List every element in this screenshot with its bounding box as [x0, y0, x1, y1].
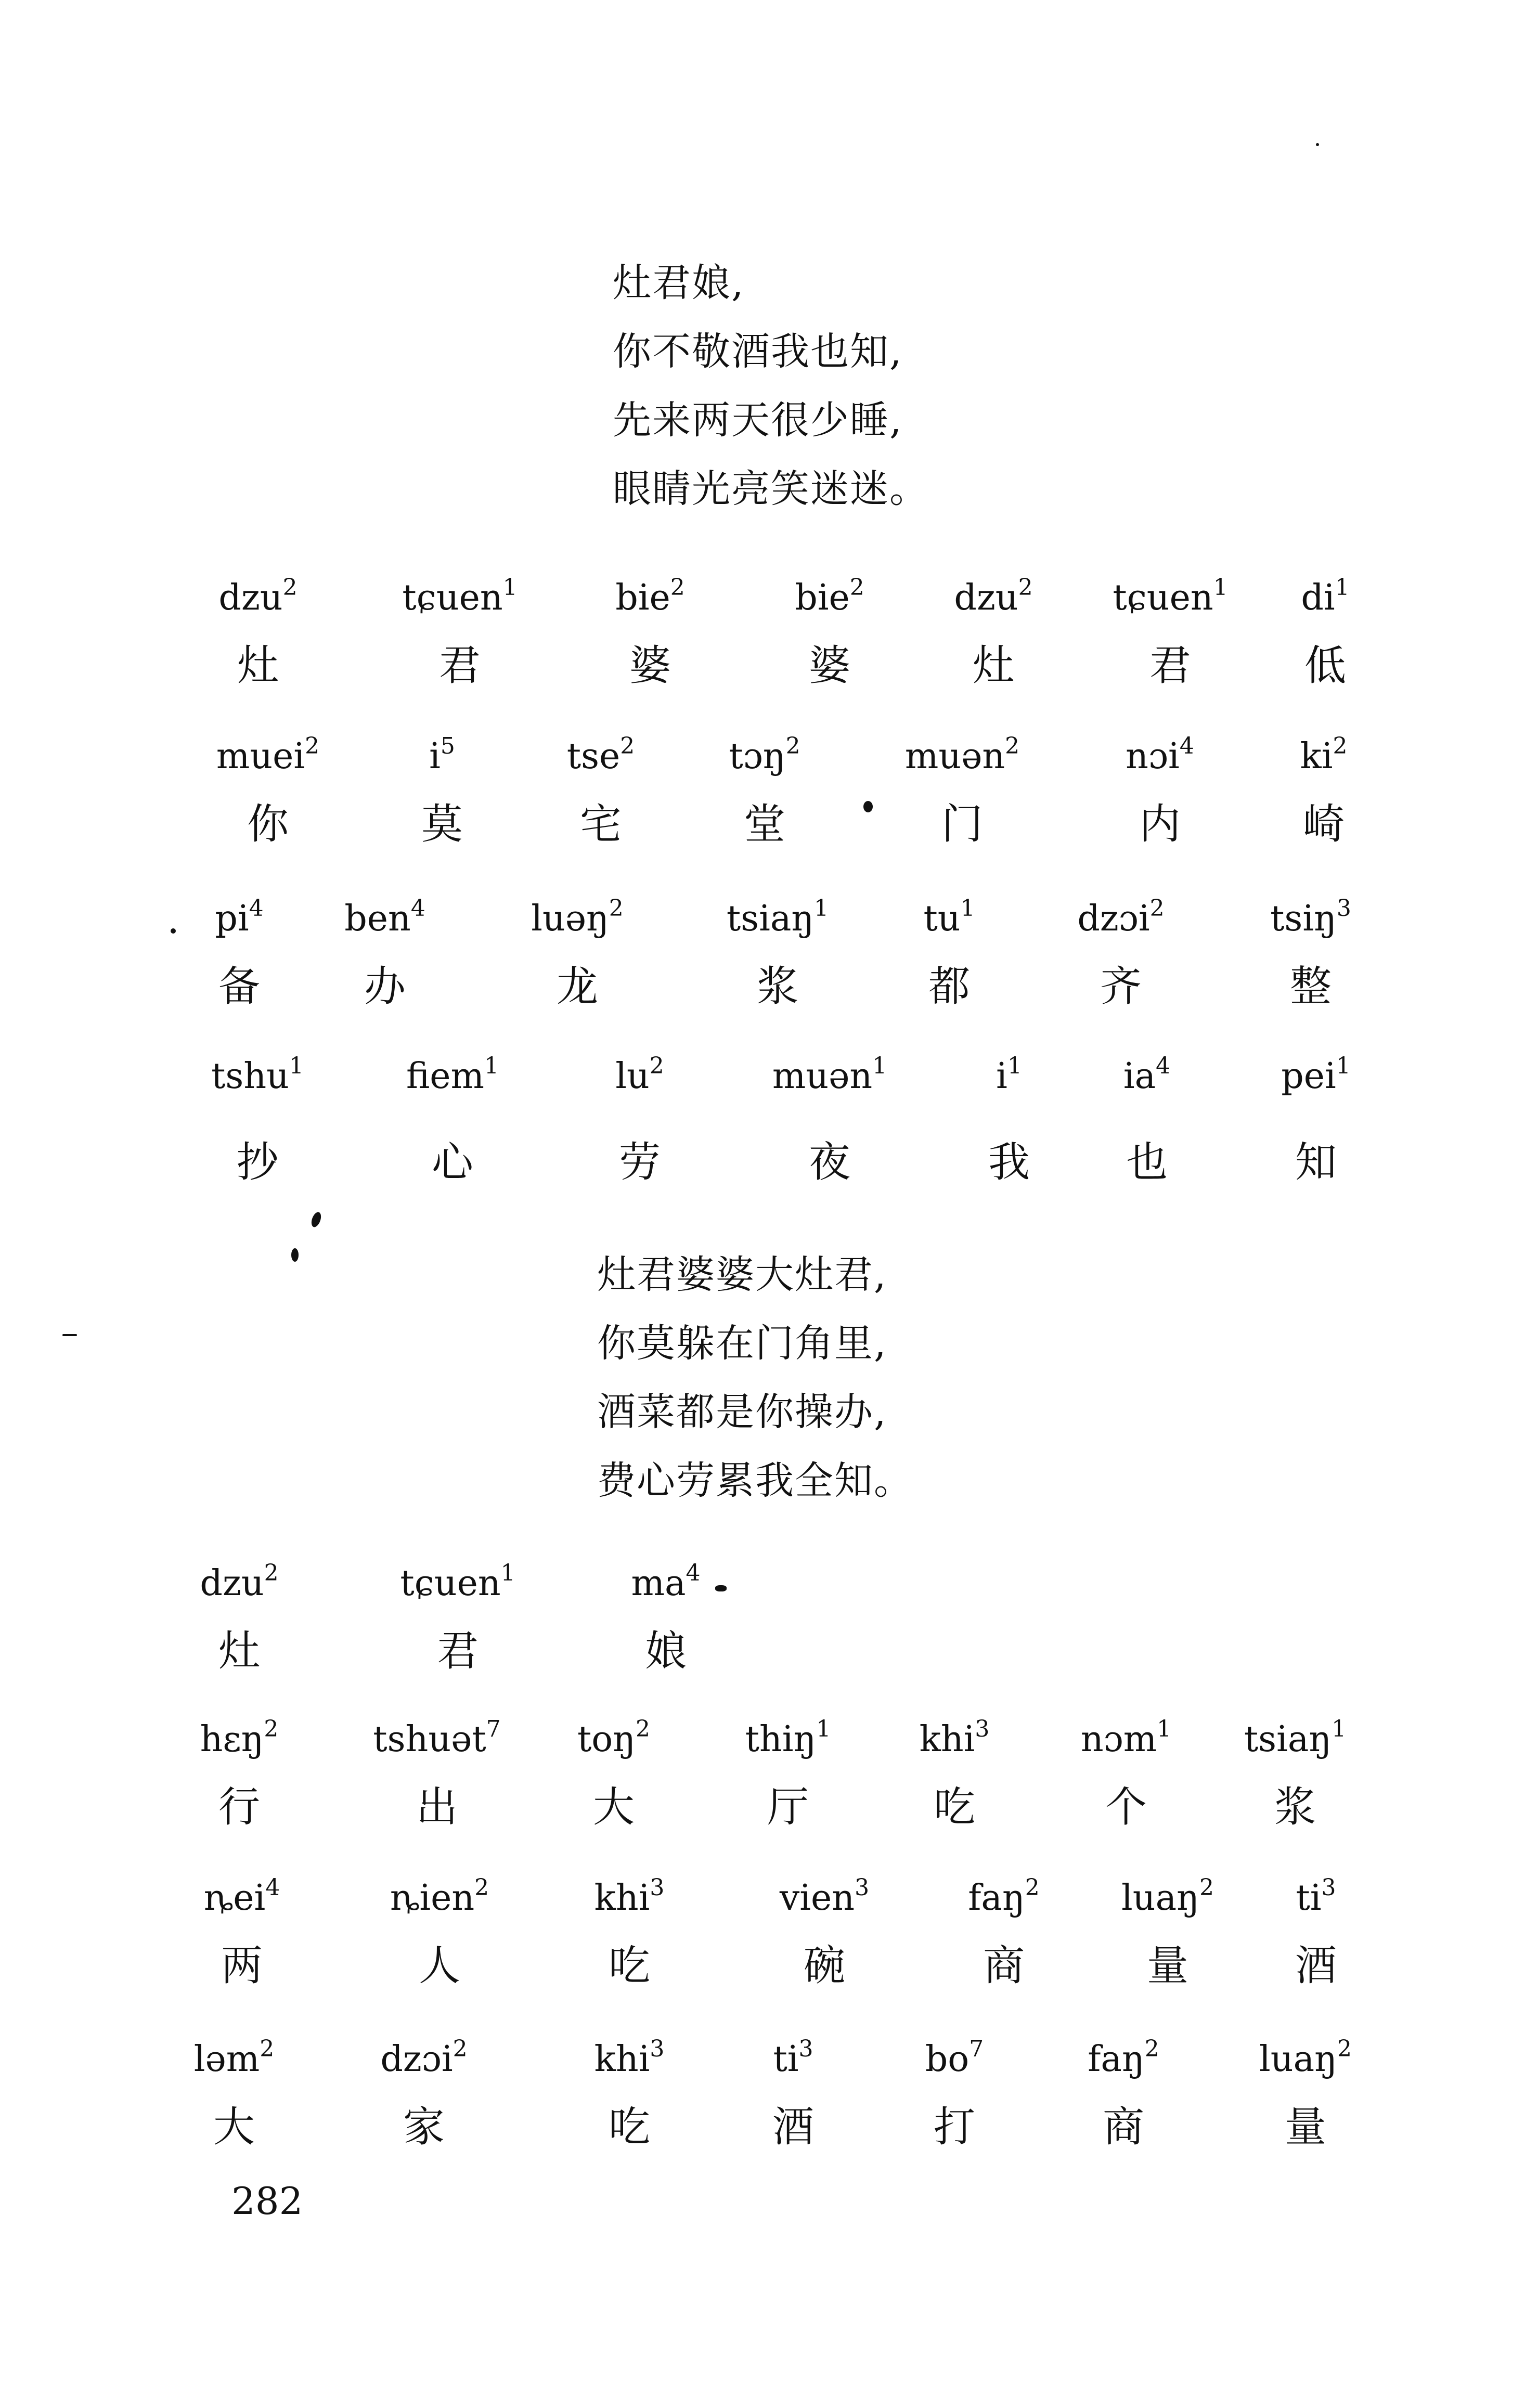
romanization: ma [631, 1563, 686, 1604]
romanization: fiem [406, 1056, 485, 1097]
hanzi-gloss: 量 [1147, 1941, 1188, 1990]
hanzi-gloss: 行 [218, 1783, 260, 1831]
romanization: i [429, 736, 441, 777]
hanzi-gloss: 君 [437, 1627, 479, 1675]
hanzi-gloss: 君 [439, 641, 481, 690]
hanzi-gloss: 个 [1105, 1783, 1147, 1831]
romanization: faŋ [1088, 2039, 1145, 2080]
romanization: ȵei [203, 1878, 266, 1919]
romanization: dzɔi [380, 2039, 453, 2080]
stanza-line: 费心劳累我全知。 [597, 1458, 913, 1503]
tone-number: 2 [1144, 2036, 1159, 2062]
tone-number: 3 [798, 2036, 813, 2062]
ink-speck [62, 1334, 77, 1336]
hanzi-gloss: 量 [1285, 2103, 1326, 2151]
tone-number: 2 [1005, 733, 1020, 759]
romanization: tsiŋ [1270, 898, 1337, 939]
tone-number: 2 [670, 574, 685, 601]
gloss-row-7 [0, 1875, 1538, 2005]
stanza-2 [597, 1240, 913, 1515]
tone-number: 1 [872, 1053, 887, 1079]
hanzi-gloss: 内 [1139, 800, 1181, 848]
romanization: tsiaŋ [726, 898, 815, 939]
romanization: nɔi [1126, 736, 1180, 777]
romanization: tshu [211, 1056, 289, 1097]
ink-speck [1316, 143, 1319, 146]
romanization: luəŋ [531, 898, 609, 939]
tone-number: 1 [484, 1053, 499, 1079]
hanzi-gloss: 知 [1295, 1138, 1337, 1186]
hanzi-gloss: 整 [1290, 962, 1332, 1011]
hanzi-gloss: 吃 [934, 1783, 975, 1831]
tone-number: 2 [620, 733, 635, 759]
hanzi-gloss: 门 [941, 800, 983, 848]
hanzi-gloss: 浆 [1274, 1783, 1316, 1831]
tone-number: 2 [474, 1874, 489, 1901]
gloss-row-8 [0, 2036, 1538, 2166]
hanzi-gloss: 吃 [609, 2103, 650, 2151]
tone-number: 4 [410, 895, 425, 922]
hanzi-gloss: 堂 [744, 800, 785, 848]
romanization: dzɔi [1077, 898, 1150, 939]
hanzi-gloss: 低 [1304, 641, 1346, 690]
tone-number: 3 [975, 1716, 990, 1742]
romanization: toŋ [577, 1719, 636, 1760]
romanization: ti [773, 2039, 799, 2080]
hanzi-gloss: 抄 [237, 1138, 278, 1186]
tone-number: 2 [1337, 2036, 1352, 2062]
tone-number: 4 [686, 1560, 701, 1586]
hanzi-gloss: 宅 [580, 800, 622, 848]
hanzi-gloss: 劳 [619, 1138, 661, 1186]
romanization: tɕuen [1113, 577, 1213, 618]
romanization: tɔŋ [729, 736, 786, 777]
hanzi-gloss: 齐 [1100, 962, 1142, 1011]
gloss-row-5 [0, 1560, 1538, 1690]
romanization: faŋ [968, 1878, 1025, 1919]
stanza-line: 先来两天很少睡, [613, 398, 903, 443]
tone-number: 2 [609, 895, 624, 922]
stanza-line: 灶君娘, [613, 261, 745, 305]
stanza-line: 眼睛光亮笑迷迷。 [613, 467, 929, 511]
tone-number: 1 [500, 1560, 515, 1586]
hanzi-gloss: 都 [928, 962, 970, 1011]
romanization: khi [594, 2039, 650, 2080]
hanzi-gloss: 酒 [1295, 1941, 1337, 1990]
hanzi-gloss: 君 [1149, 641, 1191, 690]
hanzi-gloss: 也 [1126, 1138, 1168, 1186]
romanization: pei [1281, 1056, 1336, 1097]
romanization: khi [919, 1719, 975, 1760]
stanza-line: 酒菜都是你操办, [597, 1390, 887, 1434]
hanzi-gloss: 家 [403, 2103, 445, 2151]
tone-number: 2 [1149, 895, 1165, 922]
tone-number: 1 [1335, 574, 1350, 601]
stanza-1 [613, 249, 929, 523]
romanization: di [1301, 577, 1335, 618]
hanzi-gloss: 厅 [767, 1783, 809, 1831]
tone-number: 4 [1179, 733, 1194, 759]
tone-number: 2 [785, 733, 800, 759]
romanization: tsiaŋ [1244, 1719, 1332, 1760]
hanzi-gloss: 我 [988, 1138, 1030, 1186]
hanzi-gloss: 灶 [218, 1627, 260, 1675]
tone-number: 2 [1025, 1874, 1040, 1901]
romanization: tu [923, 898, 961, 939]
romanization: ki [1300, 736, 1333, 777]
romanization: pi [215, 898, 249, 939]
tone-number: 3 [650, 2036, 665, 2062]
ink-speck [171, 928, 176, 934]
romanization: muei [216, 736, 305, 777]
hanzi-gloss: 崎 [1303, 800, 1345, 848]
ink-speck [715, 1585, 727, 1591]
tone-number: 3 [650, 1874, 665, 1901]
hanzi-gloss: 人 [419, 1941, 460, 1990]
hanzi-gloss: 办 [364, 962, 406, 1011]
tone-number: 2 [1333, 733, 1348, 759]
hanzi-gloss: 婆 [629, 641, 671, 690]
tone-number: 2 [649, 1053, 664, 1079]
hanzi-gloss: 大 [213, 2103, 255, 2151]
romanization: luaŋ [1259, 2039, 1337, 2080]
hanzi-gloss: 龙 [557, 962, 598, 1011]
ink-speck [309, 1211, 322, 1228]
tone-number: 4 [265, 1874, 280, 1901]
gloss-row-4 [0, 1053, 1538, 1186]
tone-number: 1 [502, 574, 518, 601]
hanzi-gloss: 灶 [237, 641, 279, 690]
hanzi-gloss: 浆 [757, 962, 798, 1011]
romanization: tɕuen [400, 1563, 501, 1604]
romanization: dzu [218, 577, 283, 618]
hanzi-gloss: 灶 [973, 641, 1014, 690]
tone-number: 2 [453, 2036, 468, 2062]
hanzi-gloss: 出 [416, 1783, 458, 1831]
tone-number: 2 [1018, 574, 1033, 601]
tone-number: 4 [249, 895, 264, 922]
tone-number: 2 [849, 574, 864, 601]
gloss-row-6 [0, 1716, 1538, 1846]
hanzi-gloss: 夜 [809, 1138, 850, 1186]
page-number: 282 [231, 2179, 303, 2223]
tone-number: 2 [282, 574, 298, 601]
hanzi-gloss: 吃 [609, 1941, 650, 1990]
tone-number: 2 [305, 733, 320, 759]
romanization: vien [779, 1878, 855, 1919]
hanzi-gloss: 娘 [645, 1627, 687, 1675]
tone-number: 2 [264, 1560, 279, 1586]
gloss-row-3 [0, 896, 1538, 1026]
gloss-row-1 [0, 575, 1538, 705]
romanization: bie [615, 577, 670, 618]
tone-number: 1 [1332, 1716, 1347, 1742]
tone-number: 1 [289, 1053, 304, 1079]
stanza-line: 你莫躲在门角里, [597, 1321, 887, 1366]
romanization: bie [795, 577, 850, 618]
romanization: tshuət [373, 1719, 486, 1760]
romanization: ia [1123, 1056, 1156, 1097]
hanzi-gloss: 你 [247, 800, 289, 848]
tone-number: 1 [1157, 1716, 1172, 1742]
hanzi-gloss: 婆 [809, 641, 850, 690]
romanization: bo [925, 2039, 970, 2080]
stanza-line: 灶君婆婆大灶君, [597, 1252, 887, 1297]
tone-number: 7 [486, 1716, 501, 1742]
romanization: khi [594, 1878, 650, 1919]
tone-number: 3 [855, 1874, 870, 1901]
romanization: muən [904, 736, 1005, 777]
romanization: luaŋ [1121, 1878, 1199, 1919]
romanization: i [996, 1056, 1007, 1097]
gloss-row-2 [0, 733, 1538, 863]
hanzi-gloss: 商 [1103, 2103, 1144, 2151]
stanza-line: 你不敬酒我也知, [613, 329, 903, 374]
hanzi-gloss: 心 [432, 1138, 473, 1186]
tone-number: 3 [1336, 895, 1351, 922]
romanization: lu [615, 1056, 650, 1097]
tone-number: 1 [816, 1716, 831, 1742]
hanzi-gloss: 两 [221, 1941, 263, 1990]
tone-number: 2 [264, 1716, 279, 1742]
romanization: tse [566, 736, 621, 777]
ink-speck [863, 801, 873, 812]
romanization: hɛŋ [200, 1719, 264, 1760]
hanzi-gloss: 打 [934, 2103, 975, 2151]
romanization: nɔm [1080, 1719, 1157, 1760]
tone-number: 1 [814, 895, 829, 922]
romanization: thiŋ [745, 1719, 817, 1760]
hanzi-gloss: 莫 [421, 800, 463, 848]
tone-number: 3 [1321, 1874, 1336, 1901]
tone-number: 1 [1336, 1053, 1351, 1079]
romanization: ti [1296, 1878, 1322, 1919]
tone-number: 1 [1007, 1053, 1022, 1079]
romanization: dzu [200, 1563, 264, 1604]
romanization: tɕuen [402, 577, 503, 618]
hanzi-gloss: 商 [983, 1941, 1025, 1990]
tone-number: 5 [440, 733, 455, 759]
romanization: ȵien [390, 1878, 475, 1919]
ink-speck [291, 1248, 299, 1262]
hanzi-gloss: 碗 [804, 1941, 845, 1990]
tone-number: 7 [969, 2036, 984, 2062]
tone-number: 2 [636, 1716, 651, 1742]
tone-number: 1 [1213, 574, 1228, 601]
romanization: ben [344, 898, 411, 939]
hanzi-gloss: 备 [218, 962, 260, 1011]
tone-number: 2 [260, 2036, 275, 2062]
romanization: muən [772, 1056, 873, 1097]
tone-number: 2 [1199, 1874, 1214, 1901]
hanzi-gloss: 大 [593, 1783, 635, 1831]
tone-number: 4 [1156, 1053, 1171, 1079]
hanzi-gloss: 酒 [772, 2103, 814, 2151]
romanization: ləm [193, 2039, 260, 2080]
tone-number: 1 [960, 895, 975, 922]
romanization: dzu [954, 577, 1018, 618]
